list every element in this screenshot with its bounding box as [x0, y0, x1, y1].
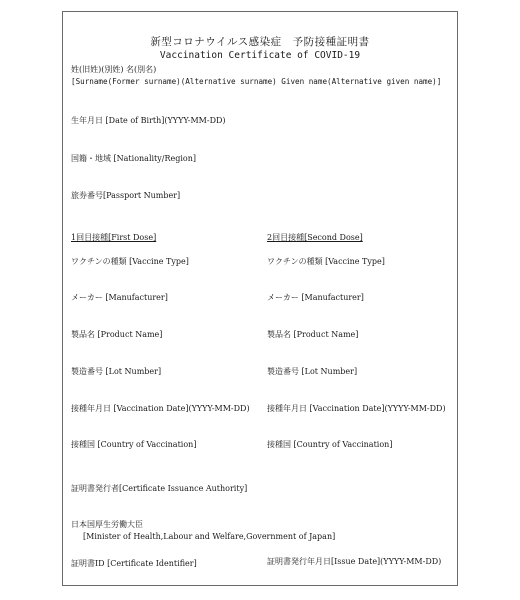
first-vaccine-type: ワクチンの種類 [Vaccine Type]: [71, 257, 189, 266]
first-dose-heading: 1回目接種[First Dose]: [71, 233, 157, 242]
second-date: 接種年月日 [Vaccination Date](YYYY-MM-DD): [267, 404, 446, 413]
second-country: 接種国 [Country of Vaccination]: [267, 440, 393, 449]
second-lot: 製造番号 [Lot Number]: [267, 367, 358, 376]
nationality-label: 国籍・地域 [Nationality/Region]: [71, 154, 197, 163]
second-dose-heading: 2回目接種[Second Dose]: [267, 233, 363, 242]
name-label-en: [Surname(Former surname)(Alternative surname) Given name(Alternative given name)]: [71, 77, 442, 86]
second-vaccine-type: ワクチンの種類 [Vaccine Type]: [267, 257, 385, 266]
first-manufacturer: メーカー [Manufacturer]: [71, 293, 168, 302]
birth-label: 生年月日 [Date of Birth](YYYY-MM-DD): [71, 116, 226, 125]
authority-label: 証明書発行者[Certificate Issuance Authority]: [71, 484, 248, 493]
issue-date-label: 証明書発行年月日[Issue Date](YYYY-MM-DD): [267, 557, 442, 566]
passport-label: 旅券番号[Passport Number]: [71, 191, 181, 200]
title-english: Vaccination Certificate of COVID-19: [159, 50, 361, 61]
name-label-ja: 姓(旧姓)(別姓) 名(別名): [71, 65, 157, 74]
certificate-page: [62, 11, 458, 586]
first-product: 製品名 [Product Name]: [71, 330, 163, 339]
second-manufacturer: メーカー [Manufacturer]: [267, 293, 364, 302]
first-lot: 製造番号 [Lot Number]: [71, 367, 162, 376]
second-product: 製品名 [Product Name]: [267, 330, 359, 339]
certificate-id-label: 証明書ID [Certificate Identifier]: [71, 559, 197, 568]
ministry-ja: 日本国厚生労働大臣: [71, 520, 143, 529]
ministry-en: [Minister of Health,Labour and Welfare,Government of Japan]: [83, 532, 336, 541]
title-japanese: 新型コロナウイルス感染症 予防接種証明書: [150, 36, 370, 48]
first-country: 接種国 [Country of Vaccination]: [71, 440, 197, 449]
first-date: 接種年月日 [Vaccination Date](YYYY-MM-DD): [71, 404, 250, 413]
